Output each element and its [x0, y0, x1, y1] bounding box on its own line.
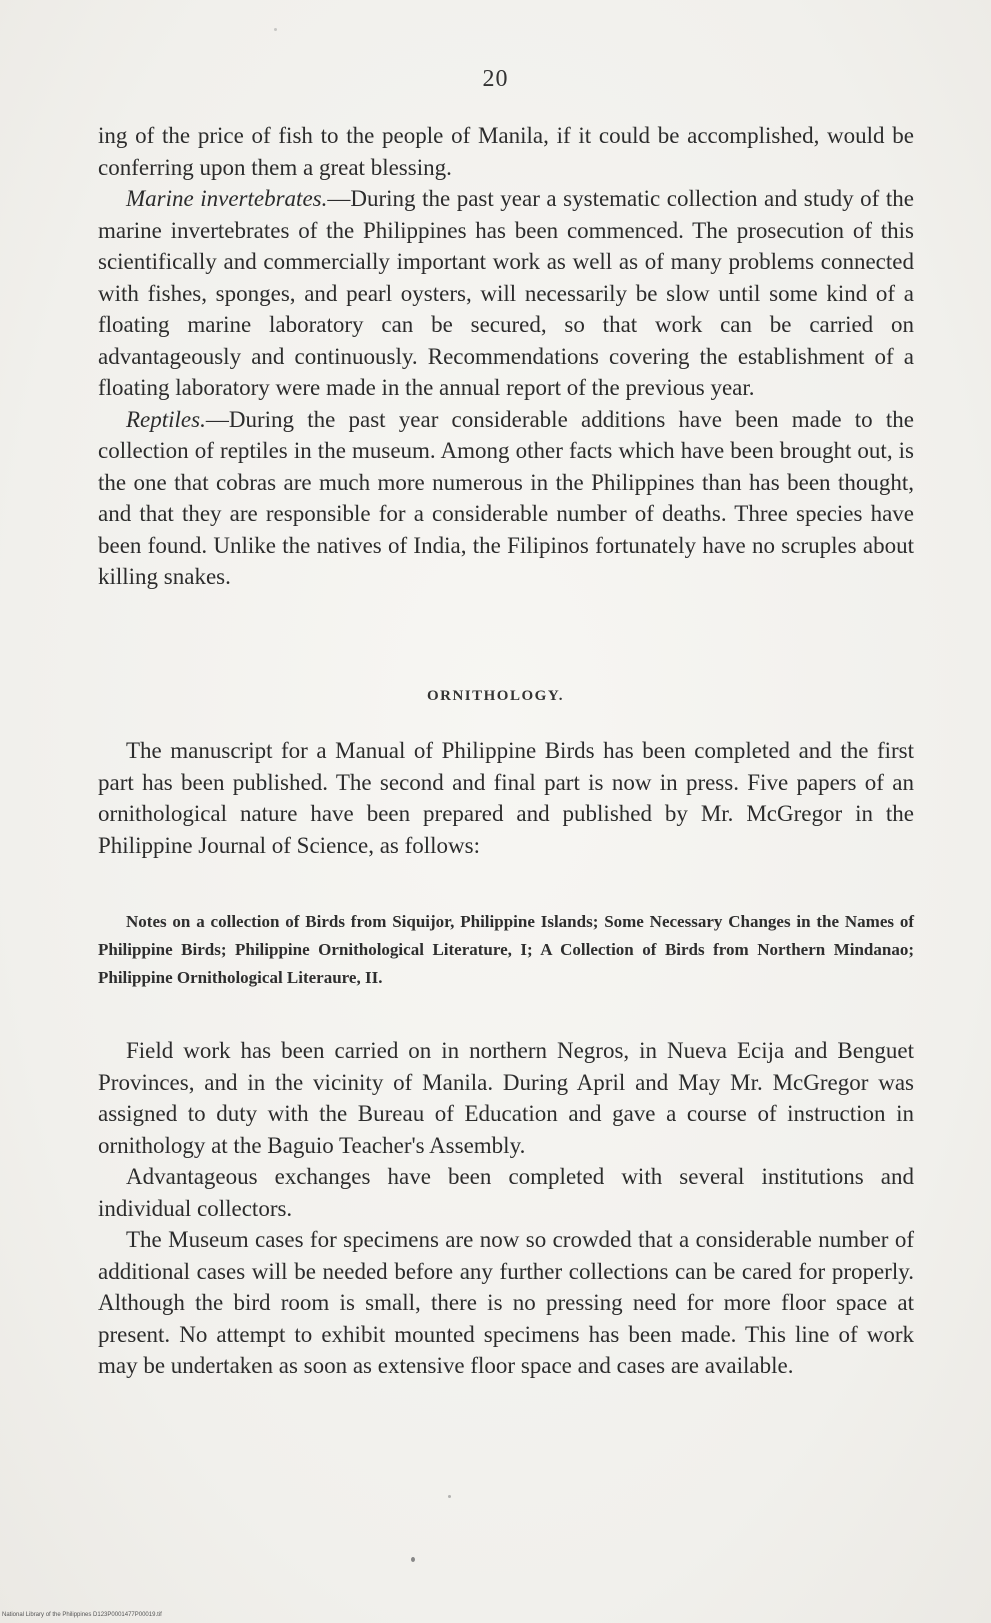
- exchanges-paragraph: Advantageous exchanges have been completed with several institutions and individual collectors.: [98, 1164, 914, 1221]
- marine-invertebrates-heading: Marine invertebrates.: [126, 186, 328, 211]
- reptiles-text: —During the past year considerable additions have been made to the collection of reptiles in the museum. Among other facts which have been brought out, is the one that cobras are much more numerous in the Philippines than has been thought, and that they are responsible for a considerable number of deaths. Three species have been found. Unlike the natives of India, the Filipinos fortunately have no scruples about killing snakes.: [98, 406, 914, 589]
- scan-speck: [411, 1557, 415, 1562]
- museum-paragraph: The Museum cases for specimens are now so crowded that a considerable number of additional cases will be needed before any further collections can be cared for properly. Although the bird room is small, there is no pressing need for more floor space at present. No attempt to exhibit mounted specimens has been made. This line of work may be undertaken as soon as extensive floor space and cases are available.: [98, 1227, 914, 1378]
- page-number: 20: [482, 66, 509, 92]
- section-marine-reptiles: [98, 120, 914, 593]
- continuation-paragraph: ing of the price of fish to the people of Manila, if it could be accomplished, would be conferring upon them a great blessing.: [98, 123, 914, 180]
- section-ornithology-work: [98, 1035, 914, 1382]
- reptiles-heading: Reptiles.: [126, 406, 206, 432]
- ornithology-paragraph: The manuscript for a Manual of Philippine Birds has been completed and the first part has been published. The second and final part is now in press. Five papers of an ornithological nature have been prepared and published by Mr. McGregor in the Philippine Journal of Science, as follows:: [98, 738, 914, 858]
- marine-invertebrates-text: —During the past year a systematic collection and study of the marine invertebrates of the Philippines has been commenced. The prosecution of this scientifically and commercially important work as well as of many problems connected with fishes, sponges, and pearl oysters, will necessarily be slow until some kind of a floating marine laboratory can be secured, so that work can be carried on advantageously and continuously. Recommendations covering the establishment of a floating laboratory were made in the annual report of the previous year.: [98, 186, 914, 400]
- papers-list: Notes on a collection of Birds from Siquijor, Philippine Islands; Some Necessary Changes in the Names of Philippine Birds; Philippine Ornithological Literature, I; A Collection of Birds from Northern Mindanao; Philippine Ornithological Literaure, II.: [98, 912, 914, 987]
- ornithology-heading: ORNITHOLOGY.: [426, 688, 565, 704]
- scan-footer: National Library of the Philippines D123P0001477P00019.tif: [2, 1612, 162, 1618]
- scan-speck: [448, 1495, 451, 1498]
- section-ornithology-intro: [98, 735, 914, 861]
- marine-invertebrates-paragraph: [98, 183, 914, 404]
- scan-speck: [274, 28, 277, 31]
- reptiles-paragraph: [98, 404, 914, 593]
- fieldwork-paragraph: Field work has been carried on in northern Negros, in Nueva Ecija and Benguet Provinces, and in the vicinity of Manila. During April and May Mr. McGregor was assigned to duty with the Bureau of Education and gave a course of instruction in ornithology at the Baguio Teacher's Assembly.: [98, 1038, 914, 1158]
